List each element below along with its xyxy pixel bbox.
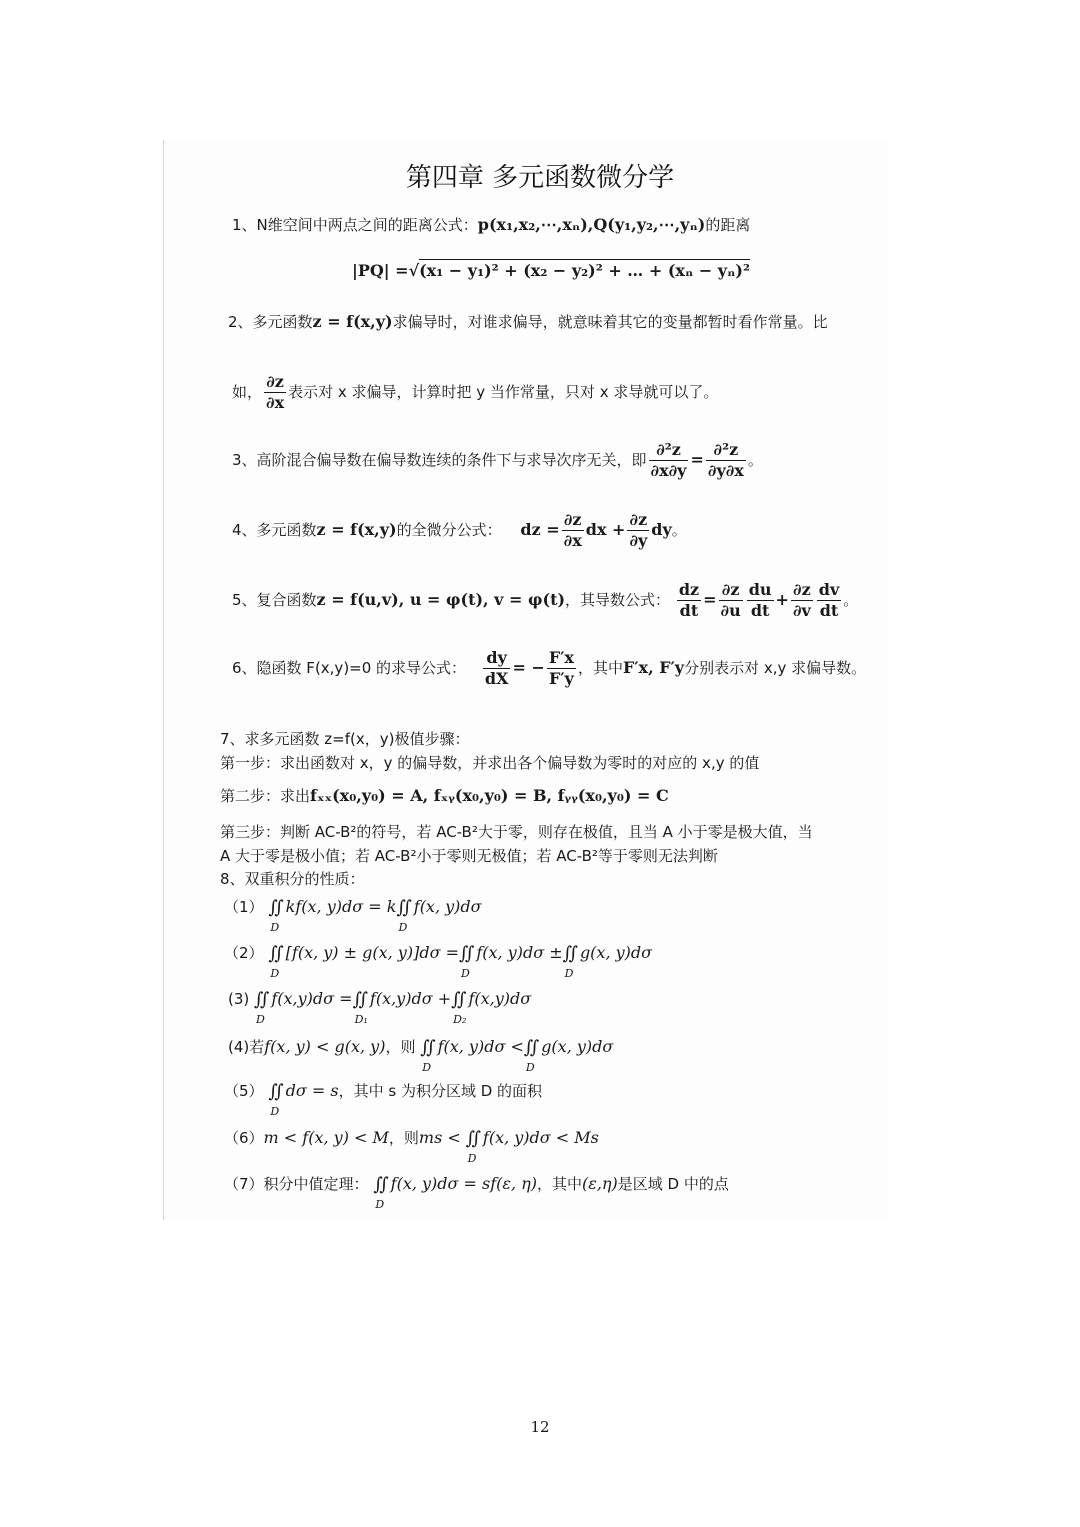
item-2-cont: 如， $\frac{\partial z}{\partial x}$ 表示对 x 求偏导，计算时把 y 当作常量，只对 x 求导就可以了。 <box>232 372 719 412</box>
property-6: （6）m < f(x, y) < M，则ms < ∬ D f(x, y)dσ < Ms <box>224 1127 599 1165</box>
property-3: (3) ∬ D f(x,y)dσ =∬ D₁ f(x,y)dσ +∬ D₂ f(x,y)dσ <box>228 988 532 1026</box>
property-7: （7）积分中值定理： ∬ D f(x, y)dσ = sf(ε, η)，其中(ε,η)是区域 D 中的点 <box>224 1173 729 1211</box>
item-4: 4、多元函数z = f(x,y)的全微分公式： dz = $\frac{\partial z}{\partial x}$ dx + $\frac{\partial z}{\partial y}$ dy。 <box>232 510 687 550</box>
item-7-step-2: 第二步：求出fₓₓ(x₀,y₀) = A, fₓᵧ(x₀,y₀) = B, fᵧᵧ(x₀,y₀) = C <box>220 786 669 805</box>
item-7-step-1: 第一步：求出函数对 x，y 的偏导数，并求出各个偏导数为零时的对应的 x,y 的值 <box>220 754 760 772</box>
item-3: 3、高阶混合偏导数在偏导数连续的条件下与求导次序无关，即 $\frac{\text{∂²z}}{\partial x\partial y}$ = $\frac{\text{∂²z}}{\partial y\partial x}$ 。 <box>232 440 763 480</box>
item-8-heading: 8、双重积分的性质： <box>220 870 365 888</box>
item-7-step-3: 第三步：判断 AC-B²的符号，若 AC-B²大于零，则存在极值，且当 A 小于零是极大值，当 <box>220 823 813 841</box>
item-6: 6、隐函数 F(x,y)=0 的求导公式： $\frac{dy}{dX}$ = − $\frac{F'x}{F'y}$ ，其中F′x, F′y分别表示对 x,y 求偏导数。 <box>232 648 867 688</box>
item-7-step-3-cont: A 大于零是极小值；若 AC-B²小于零则无极值；若 AC-B²等于零则无法判断 <box>220 847 718 865</box>
property-5: （5） ∬ D dσ = s，其中 s 为积分区域 D 的面积 <box>224 1080 543 1118</box>
chapter-title: 第四章 多元函数微分学 <box>405 163 675 193</box>
property-2: （2） ∬ D [f(x, y) ± g(x, y)]dσ =∬ D f(x, y)dσ ±∬ D g(x, y)dσ <box>224 942 653 980</box>
item-5: 5、复合函数z = f(u,v), u = φ(t), v = φ(t)，其导数公式： $\frac{dz}{dt}$ = $\frac{\partial z}{\partial u}$ $\frac{du}{dt}$ + $\frac{\partial z}{\partial v}$ $\frac{dv}{dt}$ 。 <box>232 580 859 620</box>
distance-formula: |PQ| =√(x₁ − y₁)² + (x₂ − y₂)² + … + (xₙ − yₙ)² <box>352 261 750 280</box>
page-number: 12 <box>530 1418 550 1436</box>
item-7-heading: 7、求多元函数 z=f(x，y)极值步骤： <box>220 730 470 748</box>
property-4: (4)若f(x, y) < g(x, y)，则 ∬ D f(x, y)dσ <∬ D g(x, y)dσ <box>228 1036 614 1074</box>
item-2: 2、多元函数z = f(x,y)求偏导时，对谁求偏导，就意味着其它的变量都暂时看作常量。比 <box>228 312 828 331</box>
property-1: （1） ∬ D kf(x, y)dσ = k∬ D f(x, y)dσ <box>224 896 482 934</box>
item-1: 1、N维空间中两点之间的距离公式：p(x₁,x₂,⋯,xₙ),Q(y₁,y₂,⋯,yₙ)的距离 <box>232 215 751 234</box>
